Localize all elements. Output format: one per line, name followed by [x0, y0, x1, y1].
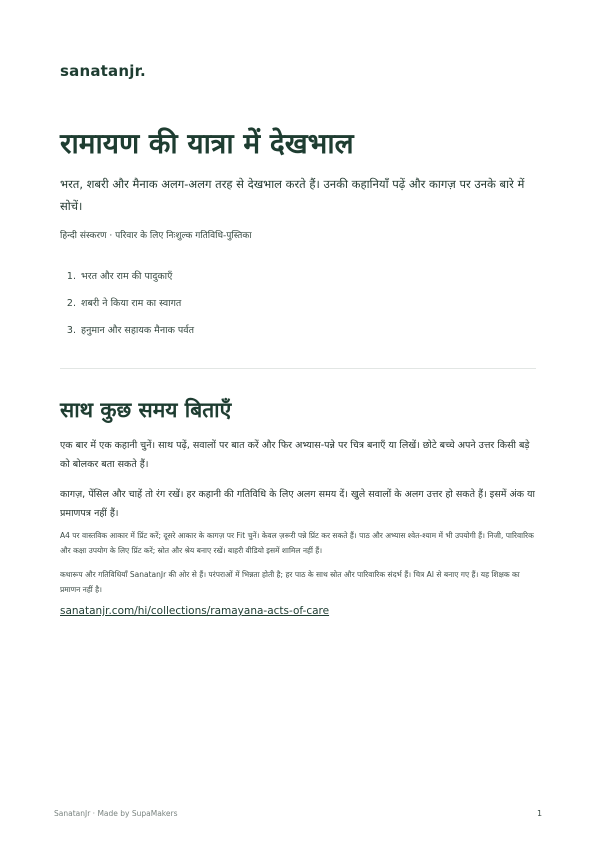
- intro-paragraph: भरत, शबरी और मैनाक अलग-अलग तरह से देखभाल करते हैं। उनकी कहानियाँ पढ़ें और कागज़ पर उनके बारे में सोचें।: [60, 177, 525, 213]
- page-number: 1: [537, 809, 543, 818]
- list-item: [60, 270, 194, 297]
- story-list: [60, 270, 194, 351]
- list-item-number: 2.: [66, 298, 76, 309]
- section-title: साथ कुछ समय बिताएँ: [60, 398, 232, 422]
- instructions-paragraph: एक बार में एक कहानी चुनें। साथ पढ़ें, सवालों पर बात करें और फिर अभ्यास-पन्ने पर चित्र बनाएँ या लिखें। छोटे बच्चे अपने उत्तर किसी बड़े को बोलकर बता सकते हैं।: [60, 440, 530, 470]
- collection-link[interactable]: sanatanjr.com/hi/collections/ramayana-acts-of-care: [60, 605, 330, 617]
- list-item: [60, 297, 194, 324]
- credits-note: कथारूप और गतिविधियाँ SanatanJr की ओर से हैं। परंपराओं में भिन्नता होती है; हर पाठ के साथ स्रोत और पारिवारिक संदर्भ हैं। चित्र AI से बनाए गए हैं। यह शिक्षक का प्रमाणन नहीं है।: [60, 570, 520, 594]
- list-item: [60, 324, 194, 351]
- list-item-label: शबरी ने किया राम का स्वागत: [81, 298, 182, 309]
- materials-paragraph: कागज़, पेंसिल और चाहें तो रंग रखें। हर कहानी की गतिविधि के लिए अलग समय दें। खुले सवालों के अलग उत्तर हो सकते हैं। इसमें अंक या प्रमाणपत्र नहीं हैं।: [60, 489, 536, 519]
- list-item-number: 3.: [66, 325, 76, 336]
- edition-note: हिन्दी संस्करण · परिवार के लिए निःशुल्क गतिविधि-पुस्तिका: [60, 231, 252, 241]
- brand-logo-text: sanatanjr.: [60, 62, 146, 80]
- list-item-number: 1.: [66, 271, 76, 282]
- section-divider: [60, 368, 536, 369]
- page-title: रामायण की यात्रा में देखभाल: [60, 127, 354, 160]
- printing-note: A4 पर वास्तविक आकार में प्रिंट करें; दूसरे आकार के कागज़ पर Fit चुनें। केवल ज़रूरी पन्ने प्रिंट कर सकते हैं। पाठ और अभ्यास श्वेत-श्याम में भी उपयोगी हैं। निजी, पारिवारिक और कक्षा उपयोग के लिए प्रिंट करें; स्रोत और श्रेय बनाए रखें। बाहरी वीडियो इसमें शामिल नहीं हैं।: [60, 531, 534, 555]
- list-item-label: हनुमान और सहायक मैनाक पर्वत: [81, 325, 194, 336]
- footer-credit: SanatanJr · Made by SupaMakers: [54, 809, 178, 818]
- list-item-label: भरत और राम की पादुकाएँ: [81, 271, 173, 282]
